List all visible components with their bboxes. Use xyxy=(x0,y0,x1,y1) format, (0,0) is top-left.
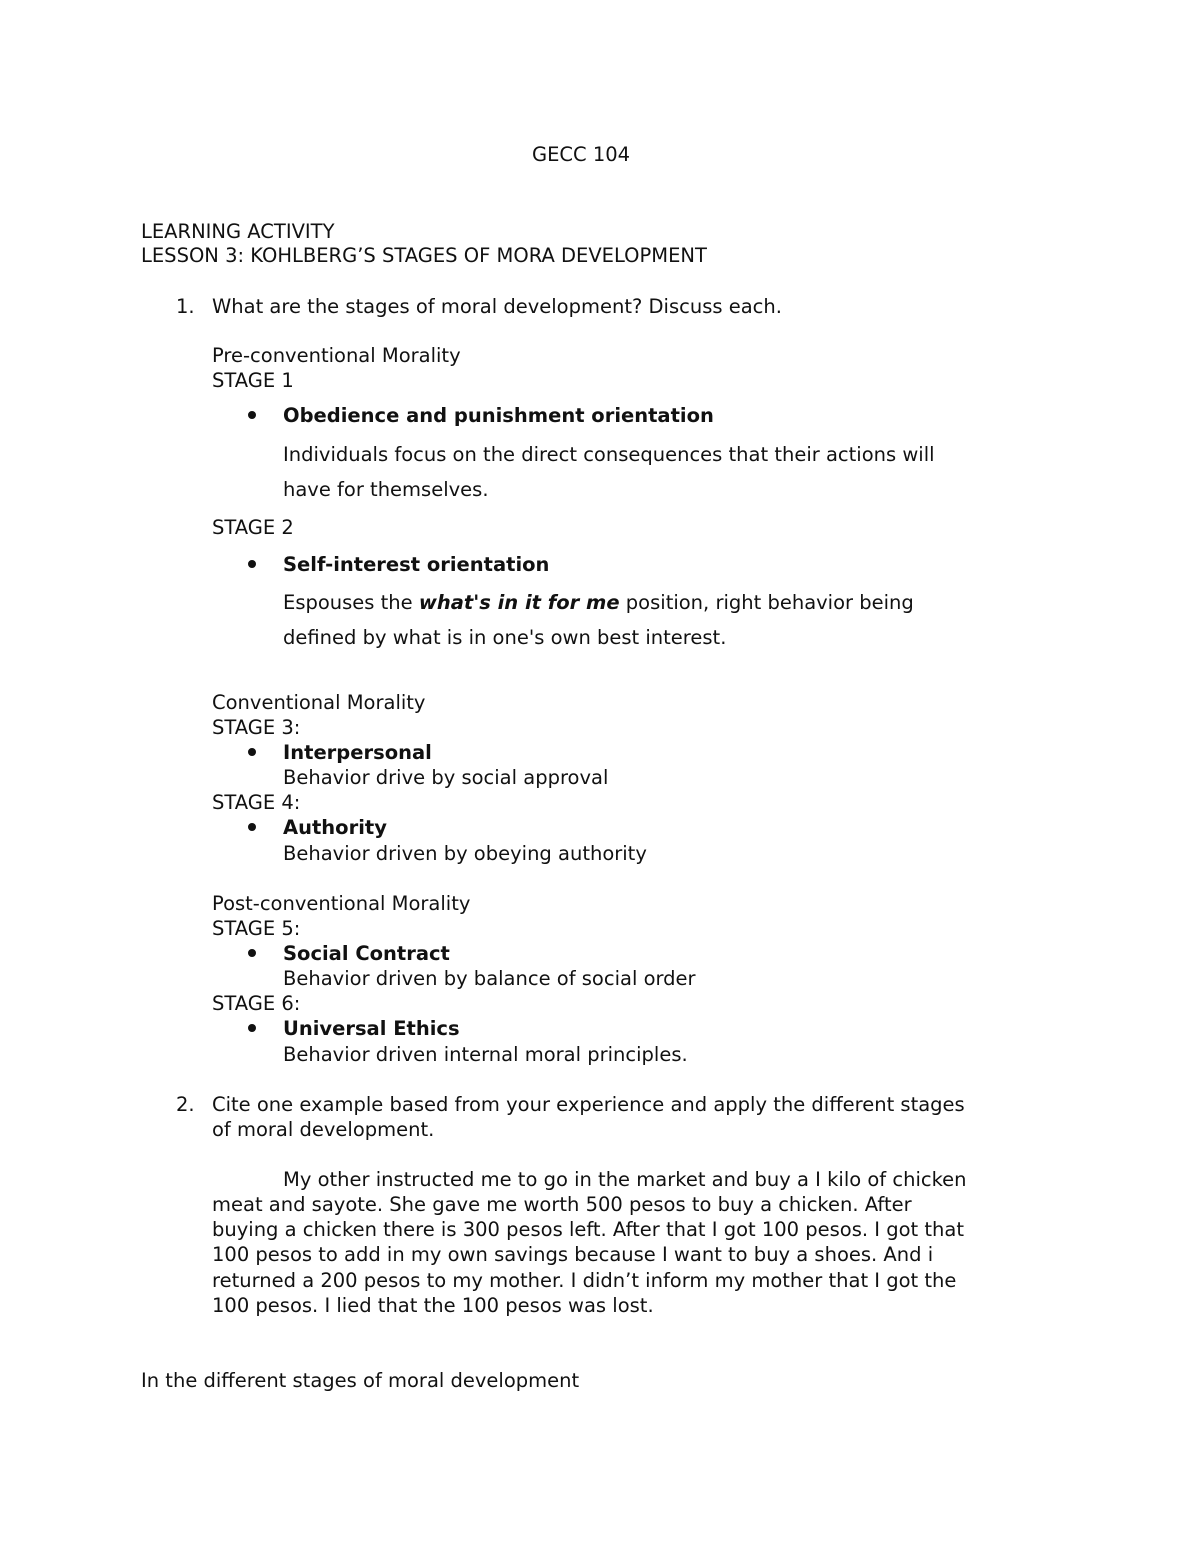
stage-2-desc-emphasis: what's in it for me xyxy=(418,591,620,614)
preconventional-heading: Pre-conventional Morality xyxy=(212,344,461,367)
lesson-title: LESSON 3: KOHLBERG’S STAGES OF MORA DEVELOPMENT xyxy=(141,244,707,267)
bullet-icon xyxy=(248,1024,256,1032)
stage-5-label: STAGE 5: xyxy=(212,917,301,940)
bullet-icon xyxy=(248,411,256,419)
stage-4-title: Authority xyxy=(283,816,387,839)
question-1-number: 1. xyxy=(176,295,195,318)
stage-1-desc-line1: Individuals focus on the direct consequences that their actions will xyxy=(283,443,935,466)
stage-2-desc-line1 xyxy=(283,590,914,615)
question-2-line2: of moral development. xyxy=(212,1118,435,1141)
answer-line: 100 pesos to add in my own savings because I want to buy a shoes. And i xyxy=(212,1243,934,1266)
course-title: GECC 104 xyxy=(532,143,631,166)
stage-6-title: Universal Ethics xyxy=(283,1017,460,1040)
stage-4-desc: Behavior driven by obeying authority xyxy=(283,842,647,865)
bullet-icon xyxy=(248,560,256,568)
stage-1-title: Obedience and punishment orientation xyxy=(283,404,714,427)
stage-2-label: STAGE 2 xyxy=(212,516,294,539)
answer-line: returned a 200 pesos to my mother. I didn’t inform my mother that I got the xyxy=(212,1269,957,1292)
bullet-icon xyxy=(248,949,256,957)
bullet-icon xyxy=(248,748,256,756)
closing-text: In the different stages of moral development xyxy=(141,1369,580,1392)
stage-1-label: STAGE 1 xyxy=(212,369,294,392)
postconventional-heading: Post-conventional Morality xyxy=(212,892,471,915)
stage-5-title: Social Contract xyxy=(283,942,450,965)
stage-1-desc-line2: have for themselves. xyxy=(283,478,489,501)
conventional-heading: Conventional Morality xyxy=(212,691,426,714)
bullet-icon xyxy=(248,823,256,831)
stage-3-title: Interpersonal xyxy=(283,741,432,764)
stage-6-desc: Behavior driven internal moral principles. xyxy=(283,1043,688,1066)
stage-3-label: STAGE 3: xyxy=(212,716,301,739)
activity-title: LEARNING ACTIVITY xyxy=(141,220,335,243)
answer-line: meat and sayote. She gave me worth 500 pesos to buy a chicken. After xyxy=(212,1193,912,1216)
stage-2-title: Self-interest orientation xyxy=(283,553,550,576)
question-1-text: What are the stages of moral development? Discuss each. xyxy=(212,295,782,318)
answer-line: buying a chicken there is 300 pesos left. After that I got 100 pesos. I got that xyxy=(212,1218,964,1241)
stage-2-desc-post: position, right behavior being xyxy=(619,591,914,614)
stage-3-desc: Behavior drive by social approval xyxy=(283,766,609,789)
stage-2-desc-line2: defined by what is in one's own best interest. xyxy=(283,626,727,649)
answer-line: 100 pesos. I lied that the 100 pesos was lost. xyxy=(212,1294,654,1317)
stage-4-label: STAGE 4: xyxy=(212,791,301,814)
question-2-number: 2. xyxy=(176,1093,195,1116)
question-2-line1: Cite one example based from your experience and apply the different stages xyxy=(212,1093,965,1116)
stage-5-desc: Behavior driven by balance of social order xyxy=(283,967,696,990)
answer-line: My other instructed me to go in the market and buy a I kilo of chicken xyxy=(283,1168,967,1191)
stage-2-desc-pre: Espouses the xyxy=(283,591,419,614)
stage-6-label: STAGE 6: xyxy=(212,992,301,1015)
